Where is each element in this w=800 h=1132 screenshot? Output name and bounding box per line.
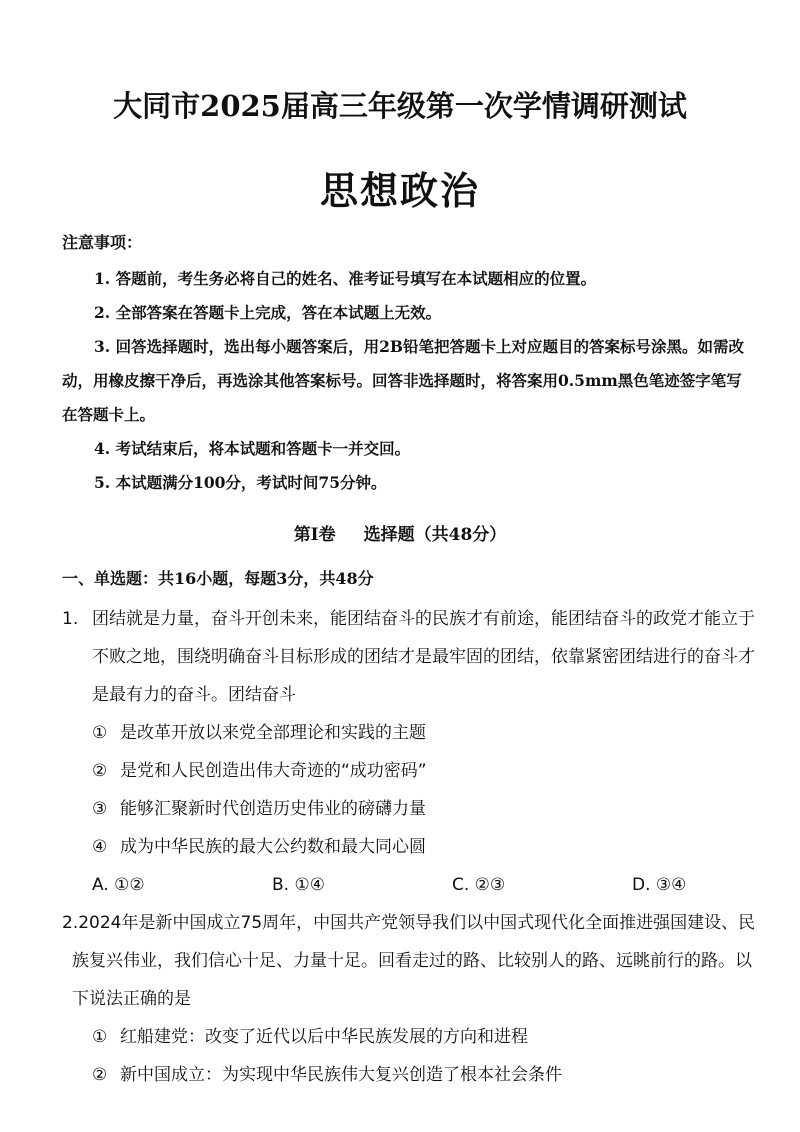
statement-mark: ③ [92, 799, 108, 819]
notice-heading: 注意事项： [62, 233, 143, 252]
choice-a: A. ①② [92, 875, 145, 895]
answer-choices [62, 866, 762, 904]
statement-mark: ① [92, 1027, 108, 1047]
statement-text: 是改革开放以来党全部理论和实践的主题 [120, 723, 426, 743]
statement-mark: ④ [92, 837, 108, 857]
notice-item: 1. 答题前，考生务必将自己的姓名、准考证号填写在本试题相应的位置。 [94, 269, 597, 288]
notice-item: 4. 考试结束后，将本试题和答题卡一并交回。 [94, 439, 411, 458]
statement-option [62, 714, 762, 752]
question-text: 2024年是新中国成立75周年，中国共产党领导我们以中国式现代化全面推进强国建设、民族复兴伟业，我们信心十足、力量十足。回看走过的路、比较别人的路、远眺前行的路。以下说法正确的是 [72, 913, 756, 1009]
statement-text: 红船建党：改变了近代以后中华民族发展的方向和进程 [120, 1027, 528, 1047]
statement-mark: ② [92, 1065, 108, 1085]
section-volume: 第Ⅰ卷 [293, 525, 336, 545]
section-name: 选择题（共48分） [363, 525, 507, 545]
statement-option [62, 1018, 762, 1056]
statement-text: 新中国成立：为实现中华民族伟大复兴创造了根本社会条件 [120, 1065, 562, 1085]
statement-mark: ① [92, 723, 108, 743]
section-title [0, 520, 800, 545]
statement-option [62, 790, 762, 828]
subject-title: 思想政治 [319, 168, 480, 213]
statement-option [62, 1056, 762, 1094]
notice-list [62, 262, 752, 500]
question-text: 团结就是力量，奋斗开创未来，能团结奋斗的民族才有前途，能团结奋斗的政党才能立于不败之地，围绕明确奋斗目标形成的团结才是最牢固的团结，依靠紧密团结进行的奋斗才是最有力的奋斗。团结奋斗 [92, 609, 755, 705]
question-list [62, 600, 762, 1094]
question-2-stem [62, 904, 762, 1018]
choice-d: D. ③④ [632, 875, 687, 895]
part-heading: 一、单选题：共16小题，每题3分，共48分 [62, 569, 374, 588]
notice-item: 5. 本试题满分100分，考试时间75分钟。 [94, 473, 387, 492]
choice-c: C. ②③ [452, 875, 506, 895]
question-1-stem [62, 600, 762, 714]
notice-item: 3. 回答选择题时，选出每小题答案后，用2B铅笔把答题卡上对应题目的答案标号涂黑。如需改动，用橡皮擦干净后，再选涂其他答案标号。回答非选择题时，将答案用0.5mm黑色笔迹签字笔写在答题卡上。 [62, 337, 744, 424]
statement-option [62, 828, 762, 866]
notice-item: 2. 全部答案在答题卡上完成，答在本试题上无效。 [94, 303, 442, 322]
exam-title: 大同市2025届高三年级第一次学情调研测试 [113, 89, 687, 123]
statement-mark: ② [92, 761, 108, 781]
question-number: 2. [62, 913, 79, 933]
question-number: 1. [62, 609, 79, 629]
statement-text: 成为中华民族的最大公约数和最大同心圆 [120, 837, 426, 857]
statement-text: 是党和人民创造出伟大奇迹的“成功密码” [120, 761, 427, 781]
statement-option [62, 752, 762, 790]
statement-text: 能够汇聚新时代创造历史伟业的磅礴力量 [120, 799, 426, 819]
choice-b: B. ①④ [272, 875, 325, 895]
